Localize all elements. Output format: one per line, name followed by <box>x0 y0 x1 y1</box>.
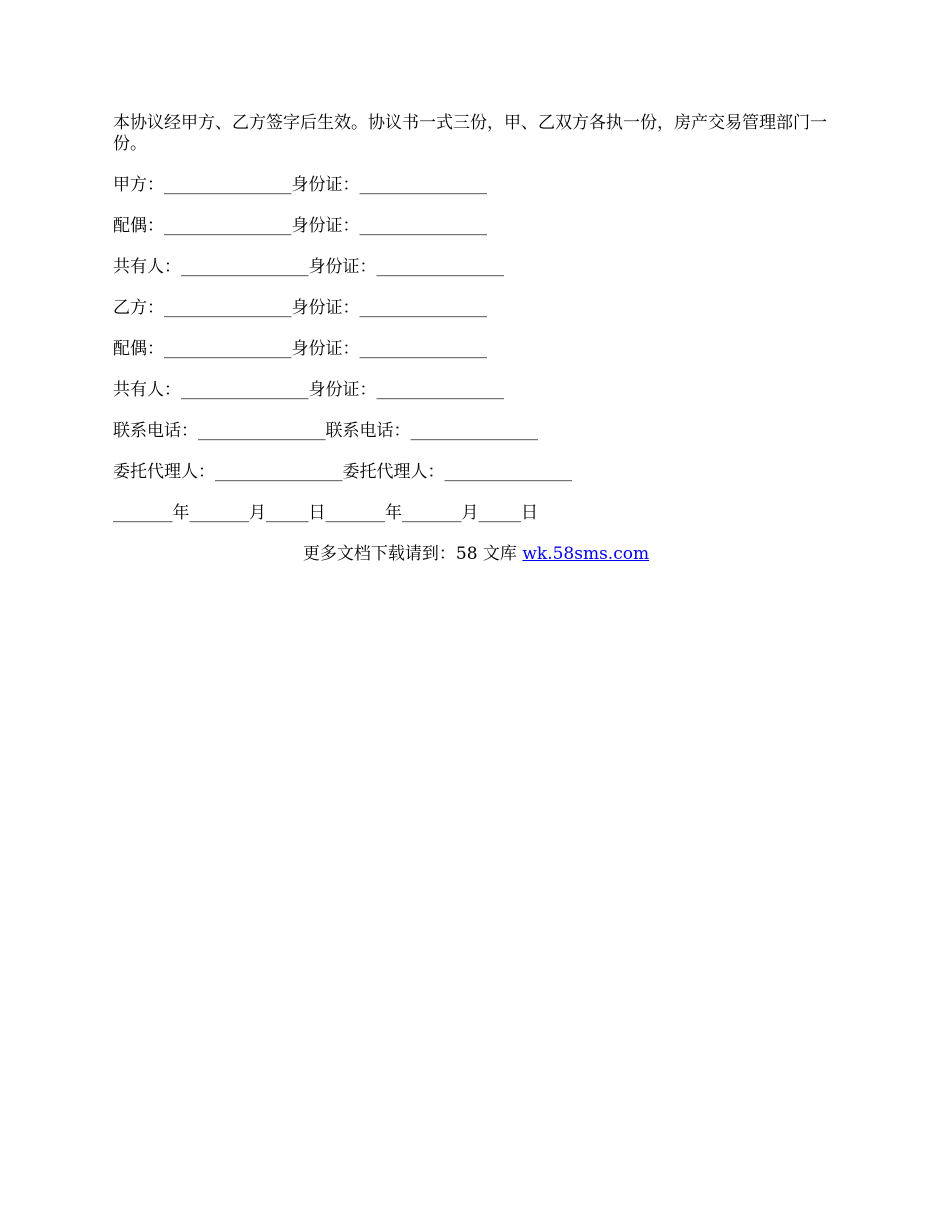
agreement-clause: 本协议经甲方、乙方签字后生效。协议书一式三份，甲、乙双方各执一份，房产交易管理部门一份。 <box>113 113 827 154</box>
footer-text: 更多文档下载请到：58 文库 <box>302 544 523 564</box>
contact-phone-line: 联系电话：_______________联系电话：_______________ <box>113 421 538 441</box>
document-body <box>113 113 843 565</box>
party-a-signature-line: 甲方：_______________身份证：_______________ <box>113 175 487 195</box>
party-b-co-owner-signature-line: 共有人：_______________身份证：_______________ <box>113 380 504 400</box>
party-b-spouse-signature-line: 配偶：_______________身份证：_______________ <box>113 339 487 359</box>
party-b-signature-line: 乙方：_______________身份证：_______________ <box>113 298 487 318</box>
authorized-agent-line: 委托代理人：_______________委托代理人：_______________ <box>113 462 572 482</box>
party-a-co-owner-signature-line: 共有人：_______________身份证：_______________ <box>113 257 504 277</box>
party-a-spouse-signature-line: 配偶：_______________身份证：_______________ <box>113 216 487 236</box>
download-footer <box>113 544 839 565</box>
footer-link[interactable]: wk.58sms.com <box>522 544 650 564</box>
signing-date-line: _______年_______月_____日_______年_______月_____日 <box>113 503 538 523</box>
